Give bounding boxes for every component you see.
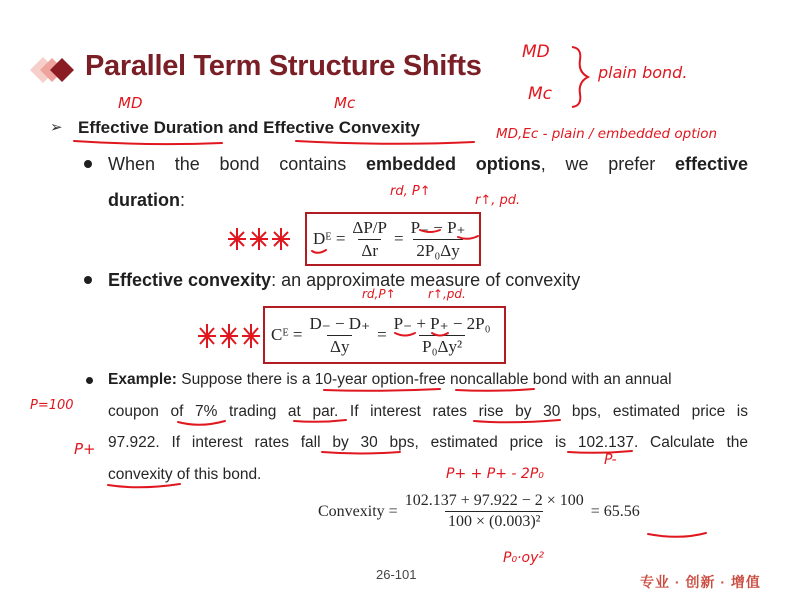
ink-md-ec-note: MD,Ec - plain / embedded option [496,126,718,142]
convexity-frac1-den: Δy [327,335,352,357]
ink-md-over-duration: MD [118,94,143,112]
convexity-frac1-num: D₋ − D₊ [309,313,371,333]
ink-denominator-note: P₀·oy² [503,550,544,566]
ink-plain-bond: plain bond. [598,63,688,82]
calc-numerator: 102.137 + 97.922 − 2 × 100 [404,492,584,509]
example-line3: 97.922. If interest rates fall by 30 bps, estimated price is 102.137. Calculate the [108,434,748,451]
bullet1-text-b: , we prefer [540,154,675,174]
heading-effective-duration: Effective Duration [78,118,224,137]
duration-lhs: Dᴱ = [313,229,346,248]
arrow-bullet-icon: ➢ [50,119,63,136]
ink-r-up-pd-2: r↑,pd. [428,287,466,301]
ink-p-minus: P- [604,452,617,468]
ink-md-top: MD [522,42,550,62]
duration-equals: = [393,229,404,248]
heading-effective-convexity: Effective Convexity [263,118,420,137]
example-line2: coupon of 7% trading at par. If interest rates rise by 30 bps, estimated price is [108,402,748,420]
calc-lhs: Convexity = [318,502,398,520]
duration-frac1-den: Δr [358,239,381,261]
bullet1-bold-effective: effective [674,154,748,174]
ink-mc-top: Mc [528,84,553,104]
ink-r-up-pd: r↑, pd. [475,193,521,208]
slide-title: Parallel Term Structure Shifts [85,50,482,82]
bullet2-bold-effective-convexity: Effective convexity [108,270,272,290]
example-label: Example: [108,371,177,388]
heading-and: and [223,118,264,137]
ink-rd-p-up-2: rd,P↑ [362,287,396,301]
ink-p-equals-100: P=100 [30,398,74,413]
ink-p-plus: P+ [74,440,96,458]
bullet1-bold-duration: duration [108,190,180,210]
bullet1-bold-embedded-options: embedded options [366,154,541,174]
duration-frac2-num: P₋ − P₊ [410,217,466,237]
example-line4: convexity of this bond. [108,465,262,483]
ink-formula-note: P+ + P+ - 2P₀ [446,466,544,482]
duration-frac1-num: ΔP/P [352,217,387,237]
convexity-frac2-num: P₋ + P₊ − 2P₀ [393,313,491,333]
convexity-equals: = [377,325,387,344]
duration-frac2-den: 2P₀Δy [413,239,462,261]
calc-result: = 65.56 [590,502,640,520]
ink-rd-p-up: rd, P↑ [390,184,431,199]
example-text-1: Suppose there is a 10-year option-free noncallable bond with an annual [176,371,672,388]
watermark-slogan: 专业 · 创新 · 增值 [640,574,761,590]
bullet2-text: : an approximate measure of convexity [271,270,581,290]
bullet1-colon: : [180,190,186,210]
convexity-lhs: Cᴱ = [271,325,303,344]
ink-mc-over-convexity: Mc [334,94,356,112]
calc-denominator: 100 × (0.003)² [445,511,543,531]
page-number: 26-101 [376,567,417,582]
bullet1-text-a: When the bond contains [108,154,367,174]
convexity-frac2-den: P₀Δy² [419,335,465,357]
